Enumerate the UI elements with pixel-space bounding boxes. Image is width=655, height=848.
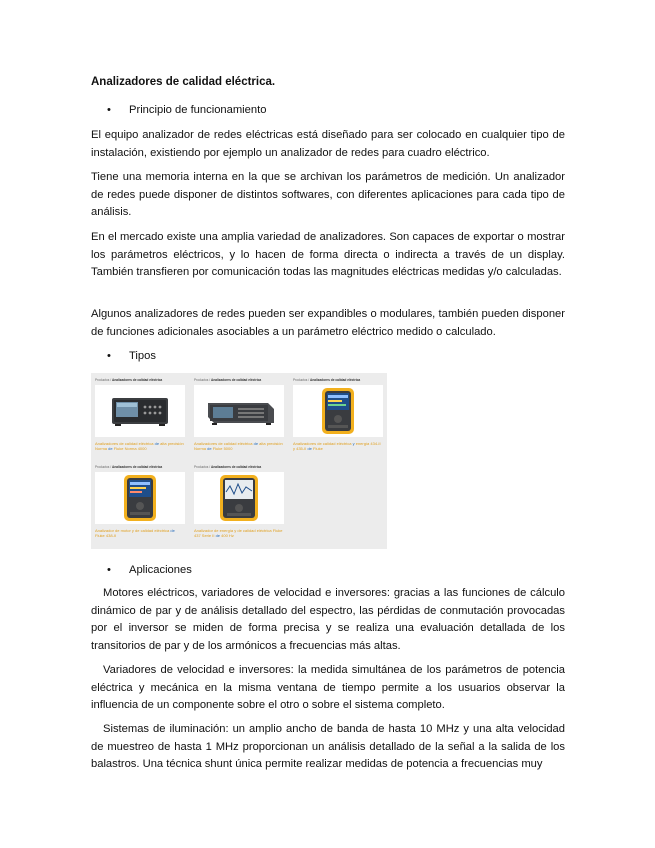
product-card: [291, 375, 385, 461]
bullet-dot-icon: •: [107, 104, 111, 116]
handheld-analyzer-icon: [293, 385, 383, 437]
bullet-dot-icon: •: [107, 564, 111, 576]
product-image: [95, 385, 185, 437]
bullet-tipos-label: Tipos: [129, 350, 156, 362]
bullet-dot-icon: •: [107, 350, 111, 362]
paragraph-7: Sistemas de iluminación: un amplio ancho de banda de hasta 10 MHz y una alta velocidad de muestreo de hasta 1 MHz proporcionan un análisis detallado de la señal a la salida de los balastros. Una técnica shunt única permite realizar medidas de potencia a frecuencias muy: [91, 723, 565, 771]
power-analyzer-bench-icon: [95, 385, 185, 437]
product-image: [194, 472, 284, 524]
product-grid-image: [91, 373, 387, 549]
product-card: [192, 375, 286, 461]
document-heading: Analizadores de calidad eléctrica.: [91, 76, 276, 88]
product-breadcrumb: Productos / Analizadores de calidad eléctrica: [194, 378, 262, 382]
product-caption: Analizadores de calidad eléctrica y energía 434-II y 435-II de Fluke: [293, 441, 381, 451]
product-caption: Analizadores de calidad eléctrica de alta precisión Norma de Fluke Norma 4000: [95, 441, 184, 451]
product-card: [93, 462, 187, 548]
product-caption: Analizador de motor y de calidad eléctrica de Fluke 438-II: [95, 528, 175, 538]
paragraph-4: Algunos analizadores de redes pueden ser expandibles o modulares, también pueden disponer de funciones adicionales asociables a un parámetro eléctrico medido o calculado.: [91, 308, 565, 338]
bullet-aplicaciones-label: Aplicaciones: [129, 564, 192, 576]
product-card: [192, 462, 286, 548]
product-card: [93, 375, 187, 461]
product-breadcrumb: Productos / Analizadores de calidad eléctrica: [95, 465, 163, 469]
product-image: [95, 472, 185, 524]
product-breadcrumb: Productos / Analizadores de calidad eléctrica: [95, 378, 163, 382]
power-analyzer-bench-icon: [194, 385, 284, 437]
paragraph-2: Tiene una memoria interna en la que se archivan los parámetros de medición. Un analizador de redes puede disponer de distintos softwares, con diferentes aplicaciones para cada tipo de análisis.: [91, 171, 565, 219]
product-caption: Analizadores de calidad eléctrica de alta precisión Norma de Fluke 5000: [194, 441, 283, 451]
product-breadcrumb: Productos / Analizadores de calidad eléctrica: [194, 465, 262, 469]
paragraph-3: En el mercado existe una amplia variedad de analizadores. Son capaces de exportar o mostrar los parámetros eléctricos, y lo hacen de forma directa o indirecta a través de un display. También transfieren por comunicación todas las magnitudes eléctricas medidas y/o calculadas.: [91, 231, 565, 279]
paragraph-1: El equipo analizador de redes eléctricas está diseñado para ser colocado en cualquier tipo de instalación, existiendo por ejemplo un analizador de redes para cuadro eléctrico.: [91, 129, 565, 159]
handheld-analyzer-icon: [194, 472, 284, 524]
paragraph-6: Variadores de velocidad e inversores: la medida simultánea de los parámetros de potencia eléctrica y mecánica en la misma ventana de tiempo permite a los usuarios observar la influencia de un componente sobre el otro o sobre el sistema completo.: [91, 664, 565, 712]
bullet-principio-label: Principio de funcionamiento: [129, 104, 267, 116]
product-breadcrumb: Productos / Analizadores de calidad eléctrica: [293, 378, 361, 382]
handheld-analyzer-icon: [95, 472, 185, 524]
product-image: [194, 385, 284, 437]
product-caption: Analizador de energía y de calidad eléctrica Fluke 437 Serie II de 400 Hz: [194, 528, 283, 538]
paragraph-5: Motores eléctricos, variadores de velocidad e inversores: gracias a las funciones de cálculo dinámico de par y de análisis detallado del espectro, las pérdidas de conmutación provocadas por el inversor se miden de forma precisa y se realiza una evaluación detallada de los transitorios de par y de los armónicos a frecuencias más altas.: [91, 587, 565, 652]
product-image: [293, 385, 383, 437]
